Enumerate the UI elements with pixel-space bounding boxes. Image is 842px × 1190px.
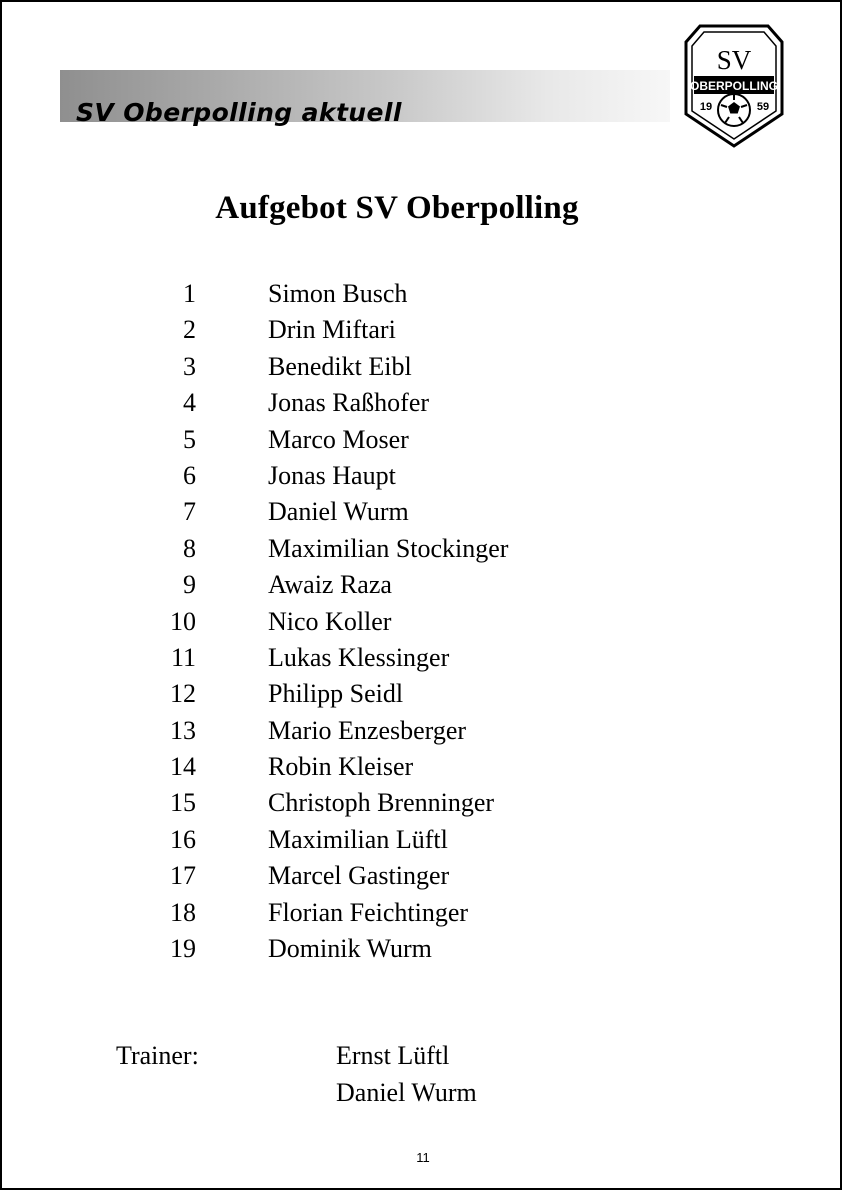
player-name: Drin Miftari (268, 315, 396, 345)
player-number: 18 (170, 897, 196, 927)
list-item (2, 749, 842, 785)
player-name: Daniel Wurm (268, 497, 409, 527)
player-number: 15 (170, 788, 196, 818)
player-number: 1 (183, 279, 196, 308)
player-number: 14 (170, 752, 196, 782)
list-item (2, 604, 842, 640)
page-title: Aufgebot SV Oberpolling (215, 190, 579, 226)
list-item (2, 276, 842, 312)
list-item (2, 422, 842, 458)
player-name: Robin Kleiser (268, 752, 414, 782)
list-item (2, 349, 842, 385)
svg-text:19: 19 (699, 101, 713, 113)
player-name: Maximilian Stockinger (268, 533, 509, 563)
player-number: 3 (183, 351, 196, 381)
player-number: 19 (170, 934, 196, 964)
player-name: Jonas Haupt (268, 460, 396, 490)
list-item (2, 458, 842, 494)
list-item (2, 931, 842, 967)
player-name: Mario Enzesberger (268, 715, 467, 745)
svg-text:SV: SV (716, 45, 752, 75)
staff-row (2, 1037, 842, 1074)
roster-list (2, 276, 842, 967)
player-number: 16 (170, 824, 196, 854)
list-item (2, 494, 842, 530)
player-number: 4 (183, 388, 196, 418)
player-name: Dominik Wurm (268, 934, 432, 964)
player-name: Philipp Seidl (268, 679, 404, 709)
player-number: 12 (170, 679, 196, 709)
list-item (2, 531, 842, 567)
player-number: 9 (183, 570, 196, 600)
player-name: Maximilian Lüftl (268, 824, 448, 854)
list-item (2, 858, 842, 894)
svg-text:OBERPOLLING: OBERPOLLING (689, 79, 779, 93)
player-name: Nico Koller (268, 606, 392, 636)
player-name: Awaiz Raza (268, 570, 392, 600)
list-item (2, 640, 842, 676)
list-item (2, 713, 842, 749)
player-number: 11 (170, 642, 196, 672)
list-item (2, 676, 842, 712)
club-logo (678, 22, 790, 150)
list-item (2, 785, 842, 821)
player-name: Christoph Brenninger (268, 788, 495, 818)
list-item (2, 312, 842, 348)
list-item (2, 385, 842, 421)
player-number: 8 (183, 533, 196, 563)
player-name: Jonas Raßhofer (268, 388, 430, 418)
list-item (2, 895, 842, 931)
player-name: Simon Busch (268, 279, 408, 308)
svg-text:59: 59 (756, 101, 770, 113)
player-number: 7 (183, 497, 196, 527)
player-name: Marcel Gastinger (268, 861, 450, 891)
player-number: 13 (170, 715, 196, 745)
list-item (2, 822, 842, 858)
page-number: 11 (416, 1150, 430, 1165)
player-name: Benedikt Eibl (268, 351, 412, 381)
player-name: Marco Moser (268, 424, 409, 454)
staff-name: Ernst Lüftl (336, 1041, 450, 1070)
staff-name: Daniel Wurm (336, 1078, 477, 1107)
player-number: 5 (183, 424, 196, 454)
player-number: 6 (183, 460, 196, 490)
player-name: Lukas Klessinger (268, 642, 450, 672)
player-number: 2 (183, 315, 196, 345)
header-banner-title: SV Oberpolling aktuell (76, 98, 402, 127)
staff-section (2, 1037, 842, 1111)
staff-row (2, 1074, 842, 1111)
player-name: Florian Feichtinger (268, 897, 469, 927)
staff-label: Trainer: (116, 1041, 199, 1070)
player-number: 17 (170, 861, 196, 891)
player-number: 10 (170, 606, 196, 636)
list-item (2, 567, 842, 603)
